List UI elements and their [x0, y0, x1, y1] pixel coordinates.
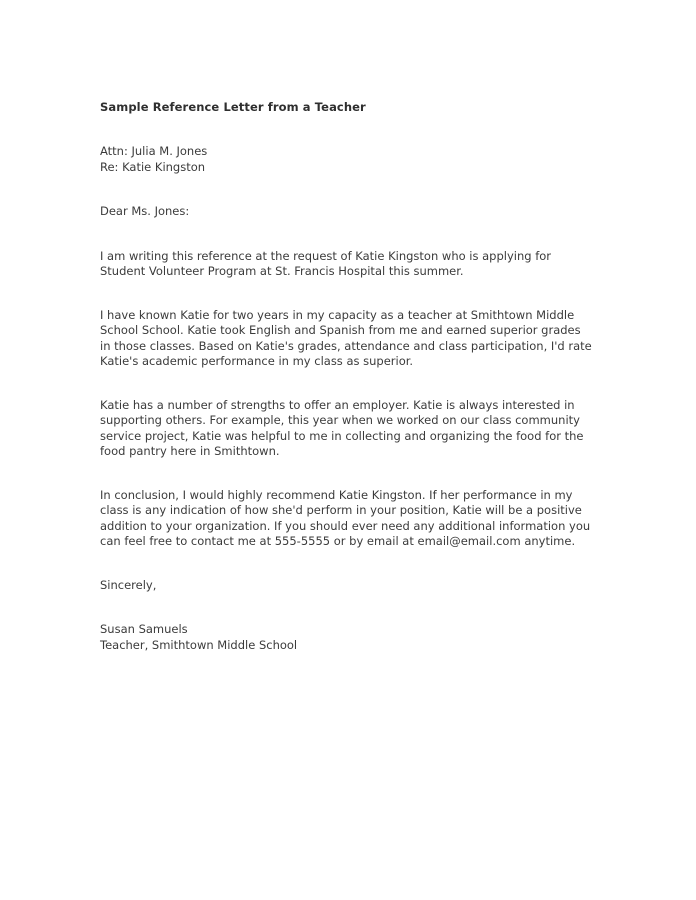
addressee-block	[100, 144, 594, 175]
letter-body	[100, 100, 594, 653]
salutation: Dear Ms. Jones:	[100, 204, 190, 218]
subject-line: Re: Katie Kingston	[100, 159, 206, 174]
body-paragraph-1: I am writing this reference at the request of Katie Kingston who is applying for Student Volunteer Program at St. Francis Hospital this summer.	[100, 248, 552, 278]
body-paragraph-4: In conclusion, I would highly recommend Katie Kingston. If her performance in my class is any indication of how she'd perform in your position, Katie will be a positive addition to your organization. If you should ever need any additional information you can feel free to contact me at 555-5555 or by email at email@email.com anytime.	[100, 487, 591, 548]
attention-line: Attn: Julia M. Jones	[100, 144, 208, 158]
signer-name: Susan Samuels	[100, 622, 188, 636]
closing-salutation: Sincerely,	[100, 577, 157, 592]
body-paragraph-2: I have known Katie for two years in my capacity as a teacher at Smithtown Middle School School. Katie took English and Spanish from me and earned superior grades in those classes. Based on Katie's grades, attendance and class participation, I'd rate Katie's academic performance in my class as superior.	[100, 307, 592, 368]
signer-title: Teacher, Smithtown Middle School	[100, 637, 298, 652]
body-paragraph-3: Katie has a number of strengths to offer an employer. Katie is always interested in supporting others. For example, this year when we worked on our class community service project, Katie was helpful to me in collecting and organizing the food for the food pantry here in Smithtown.	[100, 397, 584, 458]
page-title: Sample Reference Letter from a Teacher	[100, 100, 366, 114]
signature-block	[100, 622, 594, 653]
